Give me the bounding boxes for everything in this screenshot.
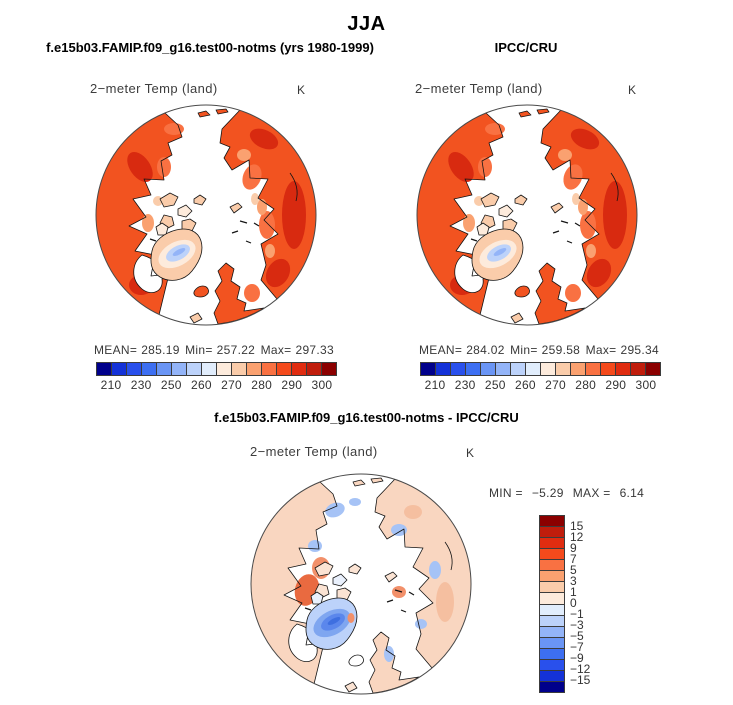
colorbar-tick-label: −1 — [570, 607, 584, 621]
polar-stereographic-map — [249, 472, 473, 696]
min-label: Min= — [185, 343, 213, 357]
colorbar-segment — [322, 363, 336, 375]
model-colorbar — [96, 362, 337, 393]
max-label: Max= — [585, 343, 617, 357]
colorbar-segment — [540, 616, 564, 627]
colorbar-segment — [112, 363, 127, 375]
colorbar-segment — [540, 527, 564, 538]
colorbar-segment — [540, 638, 564, 649]
model-units-label: K — [297, 83, 306, 97]
mean-value: 284.02 — [466, 343, 505, 357]
colorbar-segment — [631, 363, 646, 375]
colorbar-segment — [127, 363, 142, 375]
colorbar-segment — [97, 363, 112, 375]
max-label: Max= — [260, 343, 292, 357]
colorbar-tick-label: 290 — [281, 378, 303, 392]
mean-label: MEAN= — [94, 343, 138, 357]
diff-range-readout — [489, 486, 644, 500]
min-label: Min= — [510, 343, 538, 357]
colorbar-segment — [277, 363, 292, 375]
colorbar-segment — [232, 363, 247, 375]
colorbar-segment — [540, 649, 564, 660]
colorbar-segment — [571, 363, 586, 375]
colorbar-ticks — [420, 378, 661, 393]
colorbar-track — [96, 362, 337, 376]
obs-field-label: 2−meter Temp (land) — [415, 81, 543, 96]
obs-stats-readout — [419, 343, 663, 357]
min-label: MIN = — [489, 486, 523, 500]
polar-stereographic-map — [415, 103, 639, 327]
max-label: MAX = — [572, 486, 611, 500]
obs-units-label: K — [628, 83, 637, 97]
model-map — [94, 103, 318, 327]
colorbar-ticks — [96, 378, 337, 393]
colorbar-segment — [540, 593, 564, 604]
max-value: 295.34 — [620, 343, 659, 357]
colorbar-tick-label: −5 — [570, 629, 584, 643]
model-panel-title: f.e15b03.FAMIP.f09_g16.test00-notms (yrs 1980-1999) — [46, 40, 374, 55]
colorbar-segment — [451, 363, 466, 375]
colorbar-segment — [616, 363, 631, 375]
colorbar-segment — [540, 560, 564, 571]
colorbar-tick-label: 270 — [545, 378, 567, 392]
colorbar-segment — [540, 605, 564, 616]
colorbar-tick-label: 12 — [570, 530, 584, 544]
colorbar-segment — [540, 582, 564, 593]
colorbar-segment — [540, 627, 564, 638]
colorbar-segment — [142, 363, 157, 375]
max-value: 297.33 — [295, 343, 334, 357]
colorbar-tick-label: 300 — [311, 378, 333, 392]
obs-map — [415, 103, 639, 327]
colorbar-segment — [526, 363, 541, 375]
colorbar-tick-label: 9 — [570, 541, 577, 555]
colorbar-tick-label: 3 — [570, 574, 577, 588]
colorbar-tick-label: 290 — [605, 378, 627, 392]
colorbar-segment — [421, 363, 436, 375]
colorbar-segment — [187, 363, 202, 375]
colorbar-tick-label: 1 — [570, 585, 577, 599]
colorbar-tick-label: 230 — [130, 378, 152, 392]
colorbar-tick-label: 250 — [160, 378, 182, 392]
min-value: 259.58 — [541, 343, 581, 357]
colorbar-tick-label: 260 — [190, 378, 212, 392]
colorbar-segment — [586, 363, 601, 375]
colorbar-tick-label: 5 — [570, 563, 577, 577]
colorbar-tick-label: −7 — [570, 640, 584, 654]
mean-label: MEAN= — [419, 343, 463, 357]
model-field-label: 2−meter Temp (land) — [90, 81, 218, 96]
min-value: 257.22 — [216, 343, 256, 357]
colorbar-tick-label: −9 — [570, 651, 584, 665]
colorbar-tick-label: 250 — [484, 378, 506, 392]
colorbar-tick-label: 260 — [514, 378, 536, 392]
colorbar-segment — [540, 671, 564, 682]
colorbar-segment — [540, 516, 564, 527]
diff-field-label: 2−meter Temp (land) — [250, 444, 378, 459]
colorbar-segment — [157, 363, 172, 375]
colorbar-segment — [540, 549, 564, 560]
colorbar-tick-label: 210 — [424, 378, 446, 392]
colorbar-track — [539, 515, 565, 693]
colorbar-tick-label: −12 — [570, 662, 591, 676]
colorbar-segment — [646, 363, 660, 375]
colorbar-segment — [541, 363, 556, 375]
colorbar-tick-label: 280 — [251, 378, 273, 392]
mean-value: 285.19 — [141, 343, 180, 357]
colorbar-segment — [202, 363, 217, 375]
colorbar-segment — [601, 363, 616, 375]
colorbar-segment — [436, 363, 451, 375]
colorbar-tick-label: 0 — [570, 596, 577, 610]
max-value: 6.14 — [619, 486, 645, 500]
colorbar-segment — [540, 571, 564, 582]
colorbar-tick-label: 15 — [570, 519, 584, 533]
colorbar-segment — [540, 682, 564, 692]
colorbar-tick-label: 280 — [575, 378, 597, 392]
colorbar-tick-label: 7 — [570, 552, 577, 566]
colorbar-tick-label: −3 — [570, 618, 584, 632]
diff-colorbar — [539, 515, 619, 695]
colorbar-segment — [511, 363, 526, 375]
colorbar-tick-label: 270 — [221, 378, 243, 392]
min-value: −5.29 — [531, 486, 564, 500]
diff-panel-title: f.e15b03.FAMIP.f09_g16.test00-notms - IPCC/CRU — [214, 410, 519, 425]
colorbar-tick-label: 230 — [454, 378, 476, 392]
colorbar-segment — [217, 363, 232, 375]
colorbar-segment — [172, 363, 187, 375]
colorbar-segment — [466, 363, 481, 375]
colorbar-segment — [540, 538, 564, 549]
colorbar-tick-label: −15 — [570, 673, 591, 687]
colorbar-segment — [247, 363, 262, 375]
polar-stereographic-map — [94, 103, 318, 327]
colorbar-tick-label: 210 — [100, 378, 122, 392]
season-title: JJA — [347, 13, 386, 35]
colorbar-segment — [262, 363, 277, 375]
colorbar-ticks — [570, 515, 616, 693]
colorbar-segment — [496, 363, 511, 375]
colorbar-segment — [292, 363, 307, 375]
colorbar-segment — [307, 363, 322, 375]
diff-units-label: K — [466, 446, 475, 460]
obs-panel-title: IPCC/CRU — [494, 40, 558, 55]
colorbar-segment — [481, 363, 496, 375]
obs-colorbar — [420, 362, 661, 393]
colorbar-track — [420, 362, 661, 376]
model-stats-readout — [94, 343, 338, 357]
colorbar-segment — [540, 660, 564, 671]
colorbar-tick-label: 300 — [635, 378, 657, 392]
diff-map — [249, 472, 473, 696]
colorbar-segment — [556, 363, 571, 375]
